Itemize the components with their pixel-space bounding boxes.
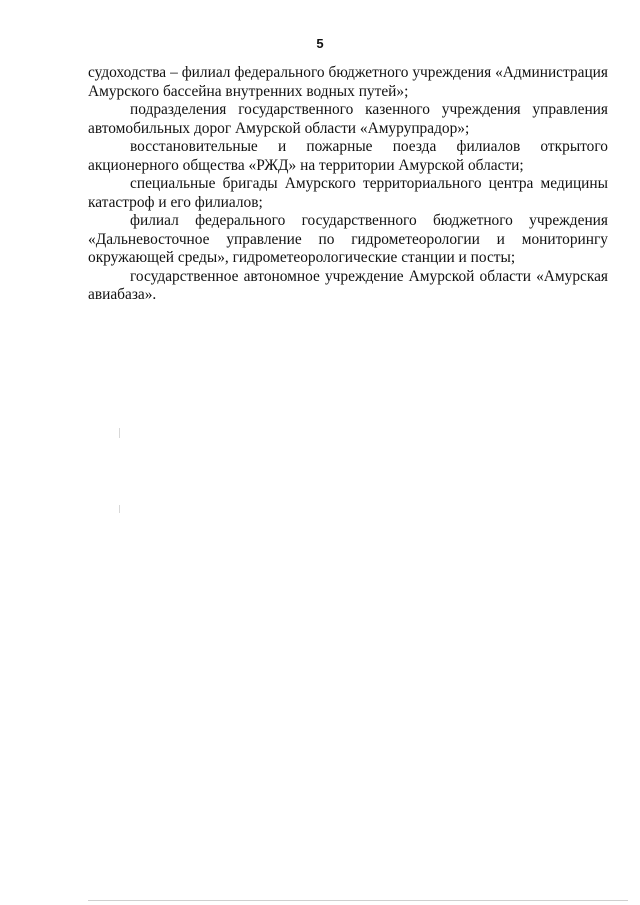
document-body <box>88 64 608 305</box>
page-number: 5 <box>316 36 324 51</box>
paragraph-5: филиал федерального государственного бюджетного учреждения «Дальневосточное управление по гидрометеорологии и мониторингу окружающей среды», гидрометеорологические станции и посты; <box>88 212 608 266</box>
scan-artifact <box>119 505 120 513</box>
paragraph-3: восстановительные и пожарные поезда филиалов открытого акционерного общества «РЖД» на территории Амурской области; <box>88 138 608 174</box>
paragraph-4: специальные бригады Амурского территориального центра медицины катастроф и его филиалов; <box>88 175 608 211</box>
paragraph-6: государственное автономное учреждение Амурской области «Амурская авиабаза». <box>88 267 608 303</box>
scan-edge-line <box>88 900 628 901</box>
scan-artifact <box>119 428 120 438</box>
paragraph-2: подразделения государственного казенного учреждения управления автомобильных дорог Амурской области «Амурупрадор»; <box>88 101 608 137</box>
paragraph-1: судоходства – филиал федерального бюджетного учреждения «Администрация Амурского бассейна внутренних водных путей»; <box>88 64 608 100</box>
